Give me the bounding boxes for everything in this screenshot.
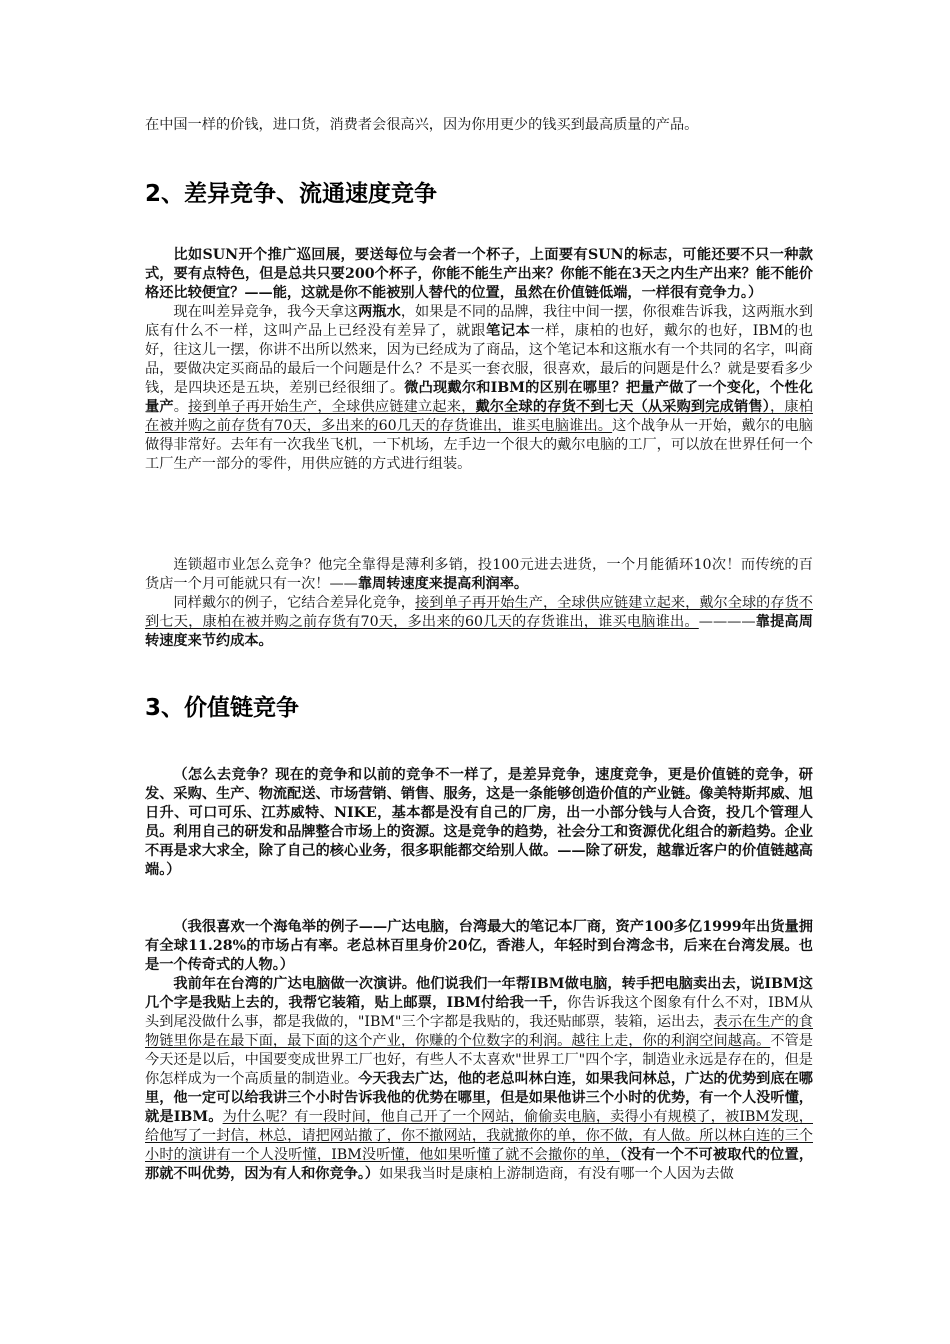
text-run: ，如果是不同的品牌，我往中间一摆，你很难告诉我，这两瓶水到底有什么不一样，这叫产品上已经没有差异了，就跟 bbox=[145, 304, 813, 339]
text-run: 现在叫差异竞争，我今天拿这 bbox=[173, 304, 359, 320]
paragraph bbox=[145, 594, 813, 651]
bold-underlined-text: 戴尔全球的存货不到七天（从采购到完成销售） bbox=[475, 399, 771, 415]
section-2-body bbox=[145, 246, 813, 474]
intro-line: 在中国一样的价钱，进口货，消费者会很高兴，因为你用更少的钱买到最高质量的产品。 bbox=[145, 117, 699, 133]
underlined-text: ，康柏在被并购之前存货有70天，多出来的60几天的存货谁出，谁买电脑谁出。 bbox=[145, 399, 813, 434]
underlined-text: 表示在生产的食物链里你是在最下面，最下面的这个产业，你赚的个位数字的利润。越往上走，你的利润空间越高。 bbox=[145, 1014, 813, 1049]
underlined-text: 接到单子再开始生产，全球供应链建立起来，戴尔全球的存货不到七天，康柏在被并购之前存货有70天，多出来的60几天的存货谁出，谁买电脑谁出。 bbox=[145, 595, 813, 630]
bold-text: （怎么去竞争？现在的竞争和以前的竞争不一样了，是差异竞争，速度竞争，更是价值链的竞争，研发、采购、生产、物流配送、市场营销、销售、服务，这是一条能够创造价值的产业链。像美特斯邦威、旭日升、可口可乐、江苏威特、NIKE，基本都是没有自己的厂房，出一小部分钱与人合资，投几个管理人员。利用自己的研发和品牌整合市场上的资源。这是竞争的趋势，社会分工和资源优化组合的新趋势。企业不再是求大求全，除了自己的核心业务，很多职能都交给别人做。——除了研发，越靠近客户的价值链越高端。） bbox=[145, 767, 813, 878]
paragraph bbox=[145, 766, 813, 880]
paragraph bbox=[145, 556, 813, 594]
text-run: 你告诉我这个图象有什么不对，IBM从头到尾没做什么事，都是我做的，"IBM"三个字都是我贴的，我还贴邮票，装箱，运出去， bbox=[145, 995, 813, 1030]
bold-text: 两瓶水 bbox=[358, 304, 401, 320]
paragraph bbox=[145, 975, 813, 1184]
text-run: 这个战争从一开始，戴尔的电脑做得非常好。去年有一次我坐飞机，一下机场，左手边一个很大的戴尔电脑的工厂，可以放在世界任何一个工厂生产一部分的零件，用供应链的方式进行组装。 bbox=[145, 418, 813, 472]
paragraph bbox=[145, 246, 813, 303]
bold-text: 我前年在台湾的广达电脑做一次演讲。他们说我们一年帮IBM做电脑，转手把电脑卖出去，说IBM这几个字是我贴上去的，我帮它装箱，贴上邮票，IBM付给我一千， bbox=[145, 976, 813, 1011]
text-run: 同样戴尔的例子，它结合差异化竞争， bbox=[173, 595, 416, 611]
paragraph bbox=[145, 303, 813, 474]
section-3-body bbox=[145, 766, 813, 880]
text-run: 一样，康柏的也好，戴尔的也好，IBM的也好，往这儿一摆，你讲不出所以然来，因为已经成为了商品，这个笔记本和这瓶水有一个共同的名字，叫商品，要做决定买商品的最后一个问题是什么？不是买一套衣服，很喜欢，最后的问题是什么？就是要看多少钱，是四块还是五块，差别已经很细了。 bbox=[145, 323, 813, 396]
bold-text: 靠提高周转速度来节约成本。 bbox=[145, 614, 813, 649]
bold-text: 今天我去广达，他的老总叫林白连，如果我问林总，广达的优势到底在哪里，他一定可以给我讲三个小时告诉我他的优势在哪里，但是如果他讲三个小时的优势，有一个人没听懂，就是IBM。 bbox=[145, 1071, 813, 1125]
intro-paragraph bbox=[145, 116, 813, 135]
section-3-body-continued bbox=[145, 918, 813, 1184]
bold-text: （我很喜欢一个海龟举的例子——广达电脑，台湾最大的笔记本厂商，资产100多亿1999年出货量拥有全球11.28%的市场占有率。老总林百里身价20亿，香港人，年轻时到台湾念书，后来在台湾发展。也是一个传奇式的人物。） bbox=[145, 919, 813, 973]
text-run: 如果我当时是康柏上游制造商，有没有哪一个人因为去做 bbox=[379, 1166, 734, 1182]
paragraph bbox=[145, 918, 813, 975]
bold-text: （没有一个不可被取代的位置，那就不叫优势，因为有人和你竞争。） bbox=[145, 1147, 814, 1182]
underlined-text: 接到单子再开始生产，全球供应链建立起来， bbox=[188, 399, 476, 415]
bold-text: 靠周转速度来提高利润率。 bbox=[357, 576, 529, 592]
bold-text: 微凸现戴尔和IBM的区别在哪里？把量产做了一个变化，个性化量产 bbox=[145, 380, 813, 415]
text-run: 不管是今天还是以后，中国要变成世界工厂也好，有些人不太喜欢"世界工厂"四个字，制造业永远是存在的，但是你怎样成为一个高质量的制造业。 bbox=[145, 1033, 813, 1087]
text-run: 连锁超市业怎么竞争？他完全靠得是薄利多销，投100元进去进货，一个月能循环10次！而传统的百货店一个月可能就只有一次！—— bbox=[145, 557, 813, 592]
text-run: ———— bbox=[698, 614, 756, 630]
text-run: 。 bbox=[173, 399, 189, 415]
section-2-body-continued bbox=[145, 556, 813, 651]
bold-text: 笔记本 bbox=[485, 323, 531, 339]
section-heading-3: 3、价值链竞争 bbox=[145, 695, 300, 721]
underlined-text: 为什么呢？有一段时间，他自己开了一个网站，偷偷卖电脑，卖得小有规模了，被IBM发现，给他写了一封信，林总，请把网站撤了，你不撤网站，我就撤你的单，你不做，有人做。所以林白连的三个小时的演讲有一个人没听懂，IBM没听懂，他如果听懂了就不会撤你的单， bbox=[145, 1109, 813, 1163]
section-heading-2: 2、差异竞争、流通速度竞争 bbox=[145, 181, 438, 207]
bold-text: 比如SUN开个推广巡回展，要送每位与会者一个杯子，上面要有SUN的标志，可能还要不只一种款式，要有点特色，但是总共只要200个杯子，你能不能生产出来？你能不能在3天之内生产出来？能不能价格还比较便宜？——能，这就是你不能被别人替代的位置，虽然在价值链低端，一样很有竞争力。） bbox=[145, 247, 813, 301]
